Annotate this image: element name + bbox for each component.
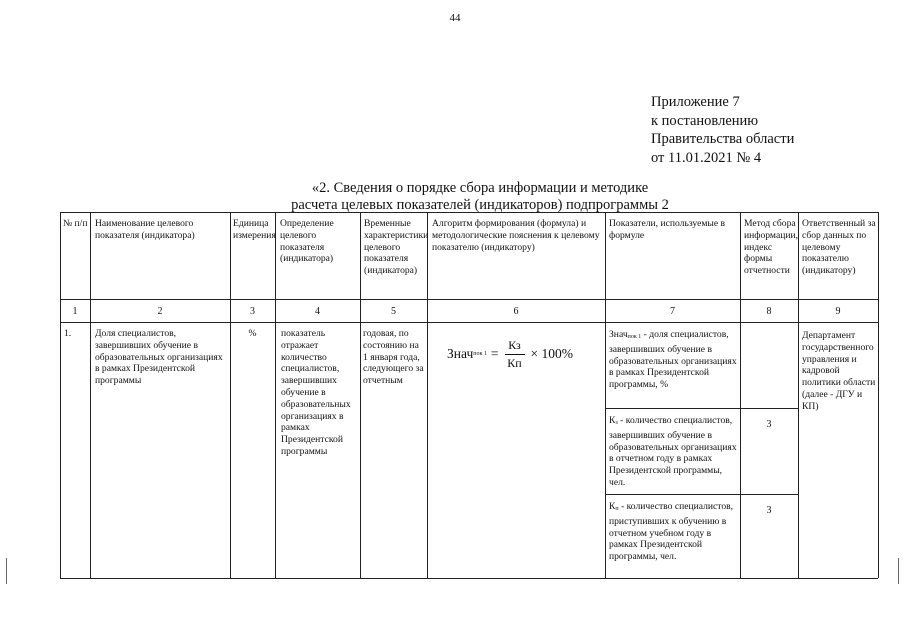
col-border <box>275 212 276 578</box>
formula-indicator <box>609 501 737 563</box>
column-number: 6 <box>513 306 519 317</box>
scan-mark <box>898 558 899 584</box>
col-border <box>605 212 606 578</box>
indicator-table <box>60 212 878 578</box>
title-line: «2. Сведения о порядке сбора информации и методике <box>311 180 649 196</box>
formula-lhs-subscript: пок 1 <box>473 351 487 357</box>
col-border <box>360 212 361 578</box>
table-border-bottom <box>60 578 878 579</box>
col-border <box>60 212 61 578</box>
col-border <box>740 212 741 578</box>
header-col-1: № п/п <box>63 218 88 229</box>
formula-lhs: Знач <box>447 346 474 361</box>
column-number: 3 <box>250 306 255 317</box>
appendix-line: Приложение 7 <box>651 94 740 110</box>
header-col-8: Метод сбора информации, индекс формы отчетности <box>744 218 798 277</box>
indicator-symbol: К <box>609 501 616 512</box>
formula-fraction <box>505 338 525 371</box>
column-number: 7 <box>670 306 675 317</box>
header-col-5: Временные характеристики целевого показателя (индикатора) <box>364 218 429 277</box>
header-col-2: Наименование целевого показателя (индикатора) <box>95 218 195 241</box>
indicator-description: - количество специалистов, приступивших к обучению в отчетном учебном году в рамках Президентской программы, чел. <box>609 501 734 563</box>
title-line: расчета целевых показателей (индикаторов) подпрограммы 2 <box>291 197 669 213</box>
header-col-9: Ответственный за сбор данных по целевому показателю (индикатору) <box>802 218 876 277</box>
col-border <box>90 212 91 578</box>
formula-numerator: Кз <box>508 337 521 352</box>
formula-denominator: Кп <box>507 355 522 370</box>
indicator-separator <box>605 408 798 409</box>
column-number: 5 <box>391 306 396 317</box>
indicator-subscript: з <box>615 420 618 426</box>
column-number: 9 <box>835 306 841 317</box>
calculation-formula <box>447 334 607 374</box>
responsible-party: Департамент государственного управления и кадровой политики области (далее - ДГУ и КП) <box>802 330 876 412</box>
indicator-description: - доля специалистов, завершивших обучение в образовательных организациях в рамках Президентской программы, % <box>609 329 737 391</box>
indicator-definition: показатель отражает количество специалистов, завершивших обучение в образовательных организациях в рамках Президентской программы <box>281 328 351 457</box>
row-index: 1. <box>64 328 72 339</box>
indicator-symbol: Знач <box>609 329 628 340</box>
indicator-subscript: п <box>615 506 619 512</box>
header-col-4: Определение целевого показателя (индикатора) <box>280 218 334 265</box>
indicator-separator <box>605 494 798 495</box>
indicator-name: Доля специалистов, завершивших обучение в образовательных организациях в рамках Президентской программы <box>95 328 223 387</box>
appendix-block <box>651 93 891 167</box>
header-col-3: Единица измерения <box>233 218 276 241</box>
column-number: 1 <box>72 306 78 317</box>
col-border <box>798 212 799 578</box>
indicator-description: - количество специалистов, завершивших обучение в образовательных организациях в отчетном году в рамках Президентской программы, чел. <box>609 415 737 488</box>
column-number: 2 <box>157 306 163 317</box>
document-title <box>200 180 760 214</box>
col-border <box>427 212 428 578</box>
formula-multiplier: × 100% <box>530 346 573 361</box>
fraction-bar <box>505 354 525 355</box>
appendix-line: Правительства области <box>651 131 795 147</box>
appendix-line: от 11.01.2021 № 4 <box>651 149 762 166</box>
column-number: 8 <box>766 306 772 317</box>
table-border-top <box>60 212 878 213</box>
page-number: 44 <box>449 12 461 24</box>
col-border <box>878 212 879 578</box>
col-border <box>230 212 231 578</box>
column-number: 4 <box>315 306 320 317</box>
collection-method: 3 <box>766 505 772 516</box>
collection-method: 3 <box>766 419 772 430</box>
appendix-line: к постановлению <box>651 112 759 129</box>
indicator-subscript: пок 1 <box>627 334 642 340</box>
table-header-separator <box>60 299 878 300</box>
time-characteristics: годовая, по состоянию на 1 января года, следующего за отчетным <box>363 328 424 387</box>
formula-indicator <box>609 329 737 391</box>
unit-value: % <box>248 328 257 339</box>
table-number-separator <box>60 322 878 323</box>
formula-equals: = <box>490 346 499 361</box>
header-col-7: Показатели, используемые в формуле <box>609 218 726 241</box>
scan-mark <box>6 558 7 584</box>
indicator-symbol: К <box>609 415 616 426</box>
header-col-6: Алгоритм формирования (формула) и методологические пояснения к целевому показателю (индикатору) <box>432 218 600 253</box>
formula-indicator <box>609 415 737 489</box>
